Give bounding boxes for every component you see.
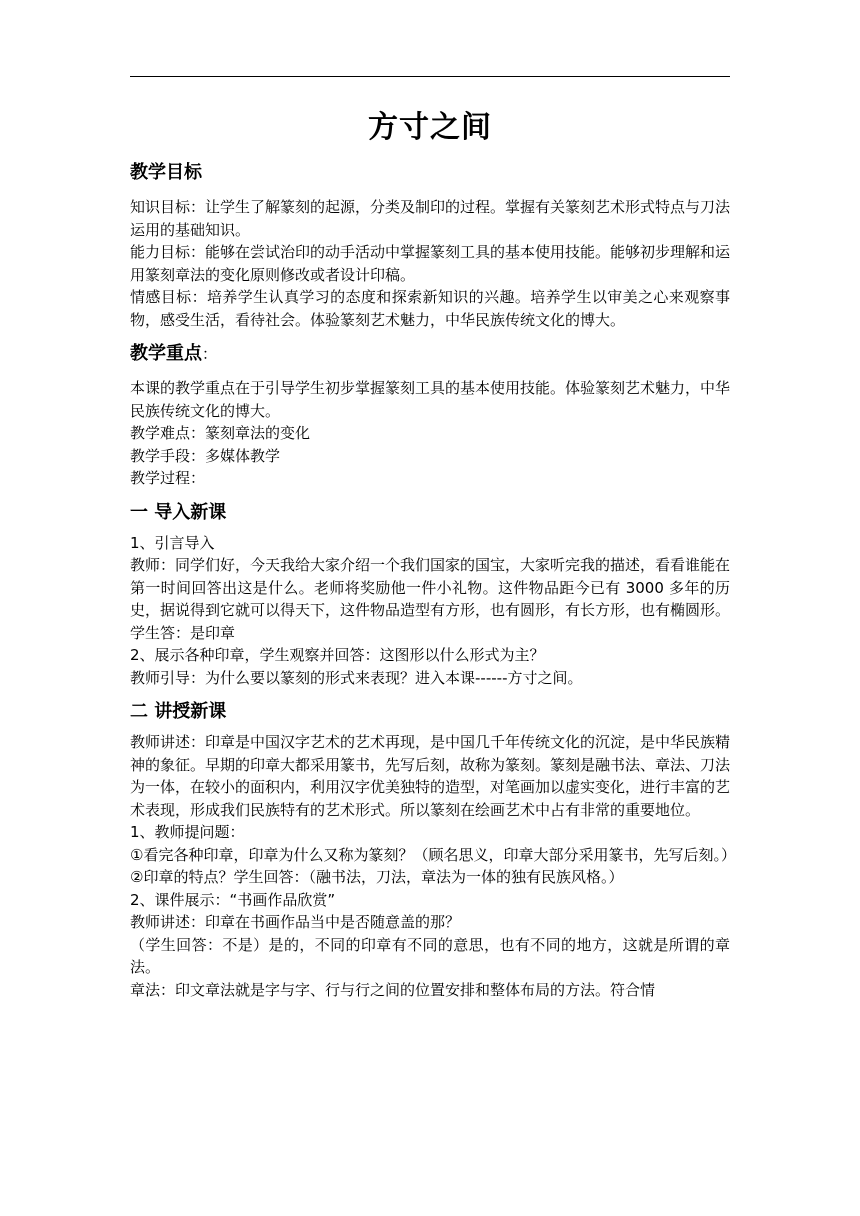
paragraph: 本课的教学重点在于引导学生初步掌握篆刻工具的基本使用技能。体验篆刻艺术魅力，中华民族传统文化的博大。 — [130, 379, 731, 420]
paragraph: 2、展示各种印章，学生观察并回答：这图形以什么形式为主？ — [130, 646, 545, 664]
heading-new-lesson: 二 讲授新课 — [130, 701, 227, 722]
paragraph: ①看完各种印章，印章为什么又称为篆刻？（顾名思义，印章大部分采用篆书，先写后刻。） — [130, 845, 736, 864]
heading-objectives: 教学目标 — [130, 162, 202, 183]
document-body — [130, 158, 736, 1001]
paragraph: 教师讲述：印章在书画作品当中是否随意盖的那？ — [130, 913, 461, 931]
paragraph: 章法：印文章法就是字与字、行与行之间的位置安排和整体布局的方法。符合情 — [130, 980, 656, 999]
paragraph: 教师讲述：印章是中国汉字艺术的艺术再现，是中国几千年传统文化的沉淀，是中华民族精神的象征。早期的印章大都采用篆书，先写后刻，故称为篆刻。篆刻是融书法、章法、刀法为一体，在较小的面积内，利用汉字优美独特的造型，对笔画加以虚实变化，进行丰富的艺术表现，形成我们民族特有的艺术形式。所以篆刻在绘画艺术中占有非常的重要地位。 — [130, 733, 731, 819]
paragraph: 1、引言导入 — [130, 533, 215, 552]
paragraph: ②印章的特点？学生回答：（融书法，刀法，章法为一体的独有民族风格。） — [130, 868, 624, 886]
heading-keypoints: 教学重点： — [130, 343, 218, 364]
paragraph: 1、教师提问题： — [130, 823, 245, 841]
paragraph: 能力目标：能够在尝试治印的动手活动中掌握篆刻工具的基本使用技能。能够初步理解和运用篆刻章法的变化原则修改或者设计印稿。 — [130, 243, 731, 284]
paragraph: 教学过程： — [130, 469, 206, 487]
paragraph: 情感目标：培养学生认真学习的态度和探索新知识的兴趣。培养学生以审美之心来观察事物，感受生活，看待社会。体验篆刻艺术魅力，中华民族传统文化的博大。 — [130, 288, 730, 329]
paragraph: 2、课件展示：“书画作品欣赏” — [130, 890, 336, 909]
paragraph: （学生回答：不是）是的，不同的印章有不同的意思，也有不同的地方，这就是所谓的章法。 — [130, 935, 730, 976]
paragraph: 学生答：是印章 — [130, 623, 236, 642]
header-rule — [130, 76, 730, 77]
paragraph: 教师：同学们好，今天我给大家介绍一个我们国家的国宝，大家听完我的描述，看看谁能在第一时间回答出这是什么。老师将奖励他一件小礼物。这件物品距今已有 3000 多年的历史，据说得到它就可以得天下，这件物品造型有方形，也有圆形，有长方形，也有椭圆形。 — [130, 556, 731, 619]
heading-intro: 一 导入新课 — [130, 501, 227, 523]
paragraph: 教师引导：为什么要以篆刻的形式来表现？进入本课------方寸之间。 — [130, 668, 583, 687]
paragraph: 教学难点：篆刻章法的变化 — [130, 424, 311, 442]
paragraph: 教学手段：多媒体教学 — [130, 446, 281, 465]
paragraph: 知识目标：让学生了解篆刻的起源，分类及制印的过程。掌握有关篆刻艺术形式特点与刀法运用的基础知识。 — [130, 198, 731, 239]
document-title: 方寸之间 — [368, 110, 492, 145]
